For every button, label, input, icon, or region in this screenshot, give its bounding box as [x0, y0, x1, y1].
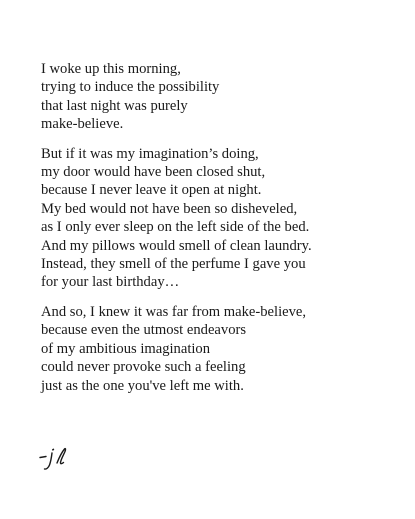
poem-line: Instead, they smell of the perfume I gave you — [41, 256, 306, 273]
signature-icon — [38, 446, 72, 474]
stanza-3 — [41, 303, 391, 395]
poem-line: could never provoke such a feeling — [41, 359, 246, 376]
poem-body — [41, 60, 391, 406]
poem-line: And so, I knew it was far from make-believe, — [41, 303, 307, 320]
poem-line: of my ambitious imagination — [41, 340, 211, 357]
poem-line: for your last birthday… — [41, 274, 180, 291]
poem-line: But if it was my imagination’s doing, — [41, 145, 259, 162]
poem-line: as I only ever sleep on the left side of the bed. — [41, 219, 310, 236]
poem-line: that last night was purely — [41, 97, 188, 114]
stanza-2 — [41, 145, 391, 292]
poem-line: just as the one you've left me with. — [41, 377, 244, 394]
poem-line: trying to induce the possibility — [41, 79, 220, 96]
poem-line: make-believe. — [41, 116, 124, 133]
poem-line: because I never leave it open at night. — [41, 182, 262, 199]
poem-line: because even the utmost endeavors — [41, 322, 247, 339]
stanza-1 — [41, 60, 391, 134]
poem-line: And my pillows would smell of clean laundry. — [41, 237, 312, 254]
poem-line: my door would have been closed shut, — [41, 164, 266, 181]
poem-line: My bed would not have been so disheveled, — [41, 200, 298, 217]
poem-line: I woke up this morning, — [41, 61, 181, 77]
